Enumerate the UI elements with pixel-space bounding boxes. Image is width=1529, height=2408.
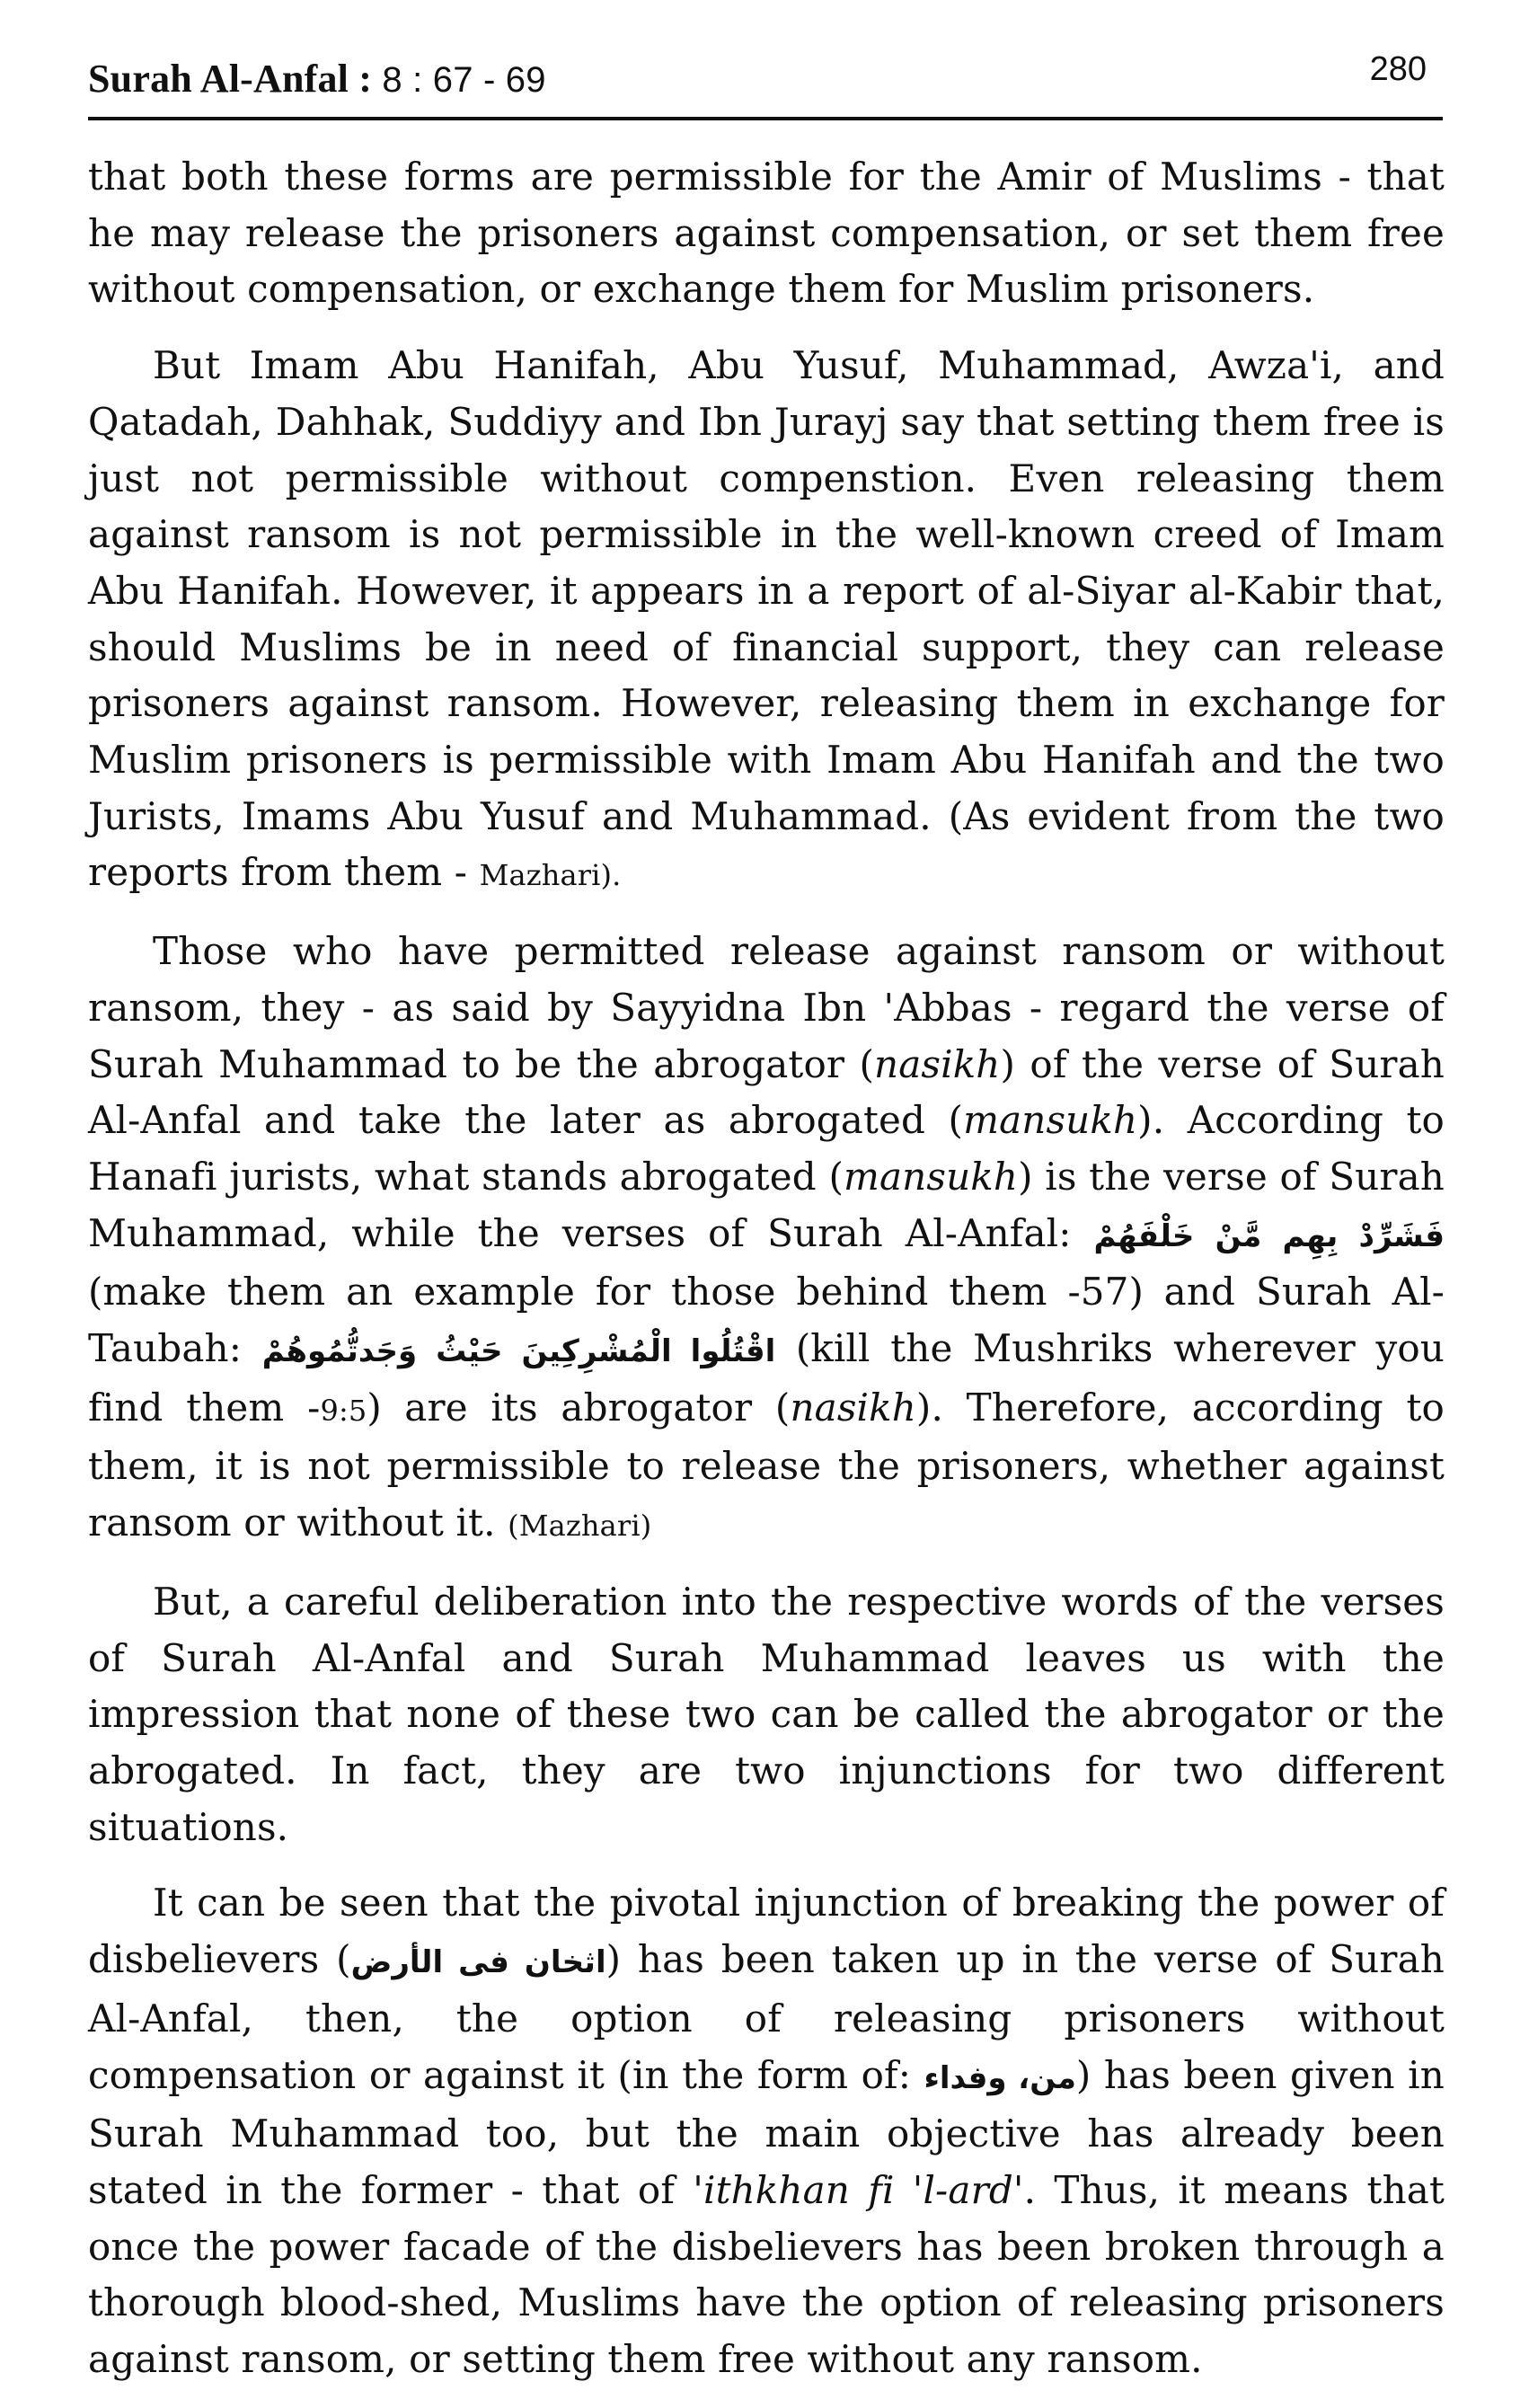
term-nasikh-2: nasikh xyxy=(790,1385,916,1430)
paragraph-5-text-c: ) has been given in Surah Muhammad too, but the main objective has already been stated in the former - that of xyxy=(88,2052,1445,2212)
paragraph-5-text-d: . Thus, it means that once the power facade of the disbelievers has been broken through a thorough blood-shed, Muslims have the option of releasing prisoners against ransom, or setting them free without any ransom. xyxy=(88,2167,1445,2382)
paragraph-3-text-g: ) are its abrogator ( xyxy=(367,1385,791,1430)
paragraph-1: that both these forms are permissible for the Amir of Muslims - that he may release the prisoners against compensation, or set them free without compensation, or exchange them for Muslim prisoners. xyxy=(88,155,1445,312)
arabic-term-ithkhan: اثخان فى الأرض xyxy=(350,1944,606,1981)
paragraph-3-text-c: ). According to Hanafi jurists, what stands abrogated ( xyxy=(88,1098,1445,1199)
arabic-term-mann-fida: من، وفداء xyxy=(924,2059,1076,2096)
paragraph-5-text-a: It can be seen that the pivotal injunction of breaking the power of disbelievers ( xyxy=(88,1881,1445,1982)
paragraph-3-text-f: (kill the Mushriks wherever you find them - xyxy=(88,1326,1445,1430)
arabic-quote-taubah: اقْتُلُوا الْمُشْرِكِينَ حَيْثُ وَجَدتُّمُوهُمْ xyxy=(261,1333,776,1370)
term-nasikh: nasikh xyxy=(874,1041,1001,1086)
page-number: 280 xyxy=(1369,50,1427,88)
body-text xyxy=(88,149,1445,2408)
term-ithkhan: 'ithkhan fi 'l-ard' xyxy=(693,2167,1024,2212)
paragraph-3 xyxy=(88,924,1445,1554)
term-mansukh-2: mansukh xyxy=(844,1154,1019,1199)
paragraph-3-text-e: (make them an example for those behind them -57) and Surah Al-Taubah: xyxy=(88,1270,1445,1371)
paragraph-2 xyxy=(88,338,1445,904)
running-header xyxy=(88,47,1443,120)
paragraph-3-text-a: Those who have permitted release against ransom or without ransom, they - as said by Sayyidna Ibn 'Abbas - regard the verse of Surah Muhammad to be the abrogator ( xyxy=(88,929,1445,1086)
arabic-quote-anfal: فَشَرِّدْ بِهِم مَّنْ خَلْفَهُمْ xyxy=(1093,1217,1445,1254)
book-page xyxy=(88,47,1445,2382)
paragraph-5-text-b: ) has been taken up in the verse of Surah Al-Anfal, then, the option of releasing prisoners without compensation or against it (in the form of: xyxy=(88,1937,1445,2097)
verse-ref-small: 9:5 xyxy=(320,1393,367,1428)
term-mansukh: mansukh xyxy=(963,1098,1138,1143)
paragraph-3-text-d: ) is the verse of Surah Muhammad, while the verses of Surah Al-Anfal: xyxy=(88,1154,1445,1255)
paragraph-2-text: But Imam Abu Hanifah, Abu Yusuf, Muhammad, Awza'i, and Qatadah, Dahhak, Suddiyy and Ibn Jurayj say that setting them free is just not permissible without compenstion. Even releasing them against ransom is not permissible in the well-known creed of Imam Abu Hanifah. However, it appears in a report of al-Siyar al-Kabir that, should Muslims be in need of financial support, they can release prisoners against ransom. However, releasing them in exchange for Muslim prisoners is permissible with Imam Abu Hanifah and the two Jurists, Imams Abu Yusuf and Muhammad. (As evident from the two reports from them - xyxy=(88,343,1445,895)
verse-reference: 8 : 67 - 69 xyxy=(382,60,546,100)
citation-mazhari-2: (Mazhari) xyxy=(508,1509,652,1544)
surah-header xyxy=(88,56,546,102)
paragraph-5 xyxy=(88,1875,1445,2387)
paragraph-3-text-h: ). Therefore, according to them, it is not permissible to release the prisoners, whether against ransom or without it. xyxy=(88,1385,1445,1545)
citation-mazhari: Mazhari). xyxy=(479,858,622,893)
surah-title: Surah Al-Anfal : xyxy=(88,57,373,101)
paragraph-4: But, a careful deliberation into the respective words of the verses of Surah Al-Anfal and Surah Muhammad leaves us with the impression that none of these two can be called the abrogator or the abrogated. In fact, they are two injunctions for two different situations. xyxy=(88,1579,1445,1849)
paragraph-3-text-b: ) of the verse of Surah Al-Anfal and take the later as abrogated ( xyxy=(88,1041,1445,1143)
